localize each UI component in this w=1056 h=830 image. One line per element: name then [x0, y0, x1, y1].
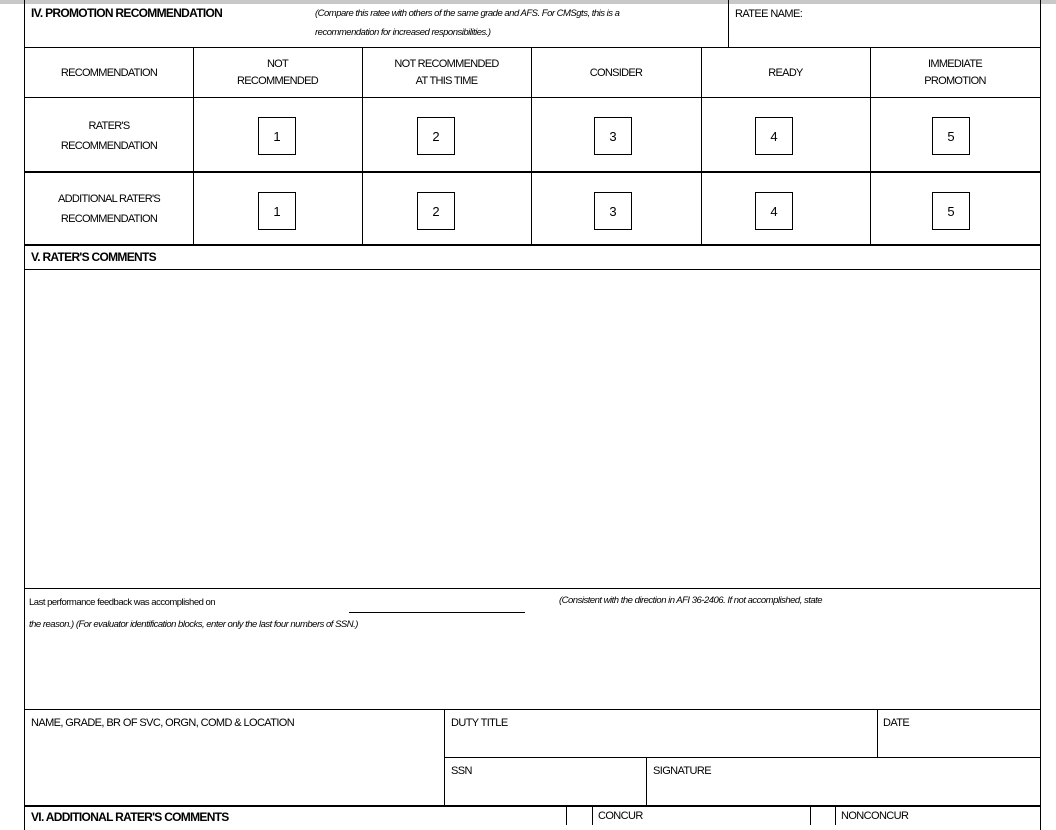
divider	[877, 709, 878, 757]
rater-option-1-box[interactable]: 1	[258, 117, 296, 155]
additional-rater-option-5-box[interactable]: 5	[932, 192, 970, 230]
ssn-field[interactable]	[451, 780, 641, 802]
rater-option-3-box[interactable]: 3	[594, 117, 632, 155]
column-header-consider: CONSIDER	[589, 67, 643, 79]
section-6-title: VI. ADDITIONAL RATER'S COMMENTS	[31, 810, 229, 824]
additional-rater-option-2-box[interactable]: 2	[417, 192, 455, 230]
divider	[25, 97, 1040, 98]
recommendation-header-label: RECOMMENDATION	[60, 67, 158, 79]
raters-recommendation-label: RATER'S RECOMMENDATION	[60, 120, 158, 152]
concur-label: CONCUR	[598, 810, 643, 822]
additional-raters-recommendation-label: ADDITIONAL RATER'S RECOMMENDATION	[58, 193, 160, 225]
divider	[25, 588, 1040, 589]
ratee-name-field[interactable]	[815, 4, 1035, 44]
column-header-ready: READY	[768, 67, 803, 79]
feedback-statement: Last performance feedback was accomplished on	[29, 597, 216, 608]
rater-option-2-box[interactable]: 2	[417, 117, 455, 155]
feedback-date-field[interactable]	[349, 597, 525, 613]
divider	[646, 757, 647, 805]
section-4-instructions-line2: recommendation for increased responsibilities.)	[315, 27, 491, 38]
divider	[728, 0, 729, 47]
divider	[25, 244, 1040, 246]
promotion-form	[24, 0, 1041, 830]
divider	[444, 757, 1040, 758]
reason-note: the reason.) (For evaluator identification blocks, enter only the last four numbers of SSN.)	[29, 619, 358, 630]
divider	[566, 805, 567, 825]
signature-label: SIGNATURE	[653, 765, 711, 777]
date-label: DATE	[883, 717, 910, 729]
additional-rater-option-4-box[interactable]: 4	[755, 192, 793, 230]
divider	[592, 805, 593, 825]
divider	[25, 171, 1040, 173]
section-4-title: IV. PROMOTION RECOMMENDATION	[31, 6, 223, 20]
section-4-instructions-line1: (Compare this ratee with others of the same grade and AFS. For CMSgts, this is a	[315, 8, 620, 19]
name-grade-field[interactable]	[29, 735, 439, 801]
divider	[25, 47, 1040, 48]
duty-title-field[interactable]	[451, 733, 871, 755]
signature-field[interactable]	[653, 780, 1033, 802]
ssn-label: SSN	[451, 765, 472, 777]
raters-comments-area[interactable]	[29, 272, 1034, 584]
divider	[810, 805, 811, 825]
additional-rater-option-3-box[interactable]: 3	[594, 192, 632, 230]
ratee-name-label: RATEE NAME:	[735, 8, 803, 20]
date-field[interactable]	[883, 733, 1033, 755]
divider	[835, 805, 836, 825]
column-header-not-recommended-at-this-time: NOT RECOMMENDED AT THIS TIME	[394, 58, 499, 87]
duty-title-label: DUTY TITLE	[451, 717, 508, 729]
divider	[25, 805, 1040, 807]
section-5-title: V. RATER'S COMMENTS	[31, 250, 156, 264]
divider	[25, 269, 1040, 270]
column-header-immediate-promotion: IMMEDIATE PROMOTION	[924, 58, 986, 87]
column-header-not-recommended: NOT RECOMMENDED	[237, 58, 318, 87]
rater-option-4-box[interactable]: 4	[755, 117, 793, 155]
divider	[25, 709, 1040, 710]
name-grade-label: NAME, GRADE, BR OF SVC, ORGN, COMD & LOCATION	[31, 717, 295, 729]
rater-option-5-box[interactable]: 5	[932, 117, 970, 155]
additional-rater-option-1-box[interactable]: 1	[258, 192, 296, 230]
nonconcur-label: NONCONCUR	[841, 810, 909, 822]
consistent-direction-note: (Consistent with the direction in AFI 36-2406. If not accomplished, state	[559, 595, 823, 606]
